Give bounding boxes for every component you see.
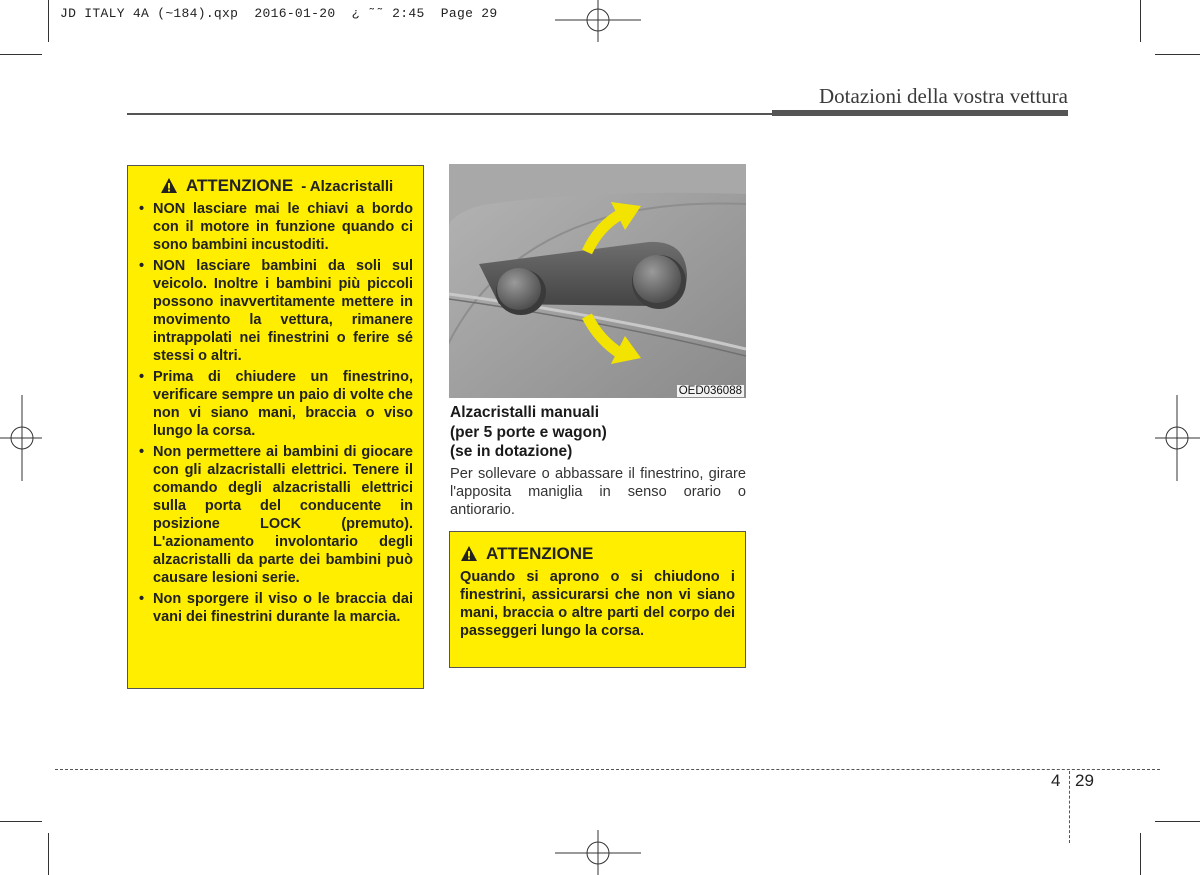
subheading-line: (per 5 porte e wagon) xyxy=(450,423,607,441)
warning-item: • NON lasciare bambini da soli sul veicolo. Inoltre i bambini più piccoli possono inavvertitamente mettere in movimento la vettura, rimanere intrappolati nei finestrini o ferire sé stessi o altri. xyxy=(138,257,413,365)
warning-text: Quando si aprono o si chiudono i finestrini, assicurarsi che non vi siano mani, braccia o altre parti del corpo dei passeggeri lungo la corsa. xyxy=(460,569,735,639)
footer-rule xyxy=(55,769,1160,770)
header-rule xyxy=(127,113,772,115)
footer-divider xyxy=(1069,771,1070,843)
warning-triangle-icon xyxy=(460,545,478,563)
warning-item: • Non permettere ai bambini di giocare con gli alzacristalli elettrici. Tenere il comando degli alzacristalli elettrici sulla porta del conducente in posizione LOCK (premuto). L'azionamento involontario degli alzacristalli da parte dei bambini può causare lesioni serie. xyxy=(138,443,413,587)
page-number: 29 xyxy=(1075,771,1094,790)
print-slug: JD ITALY 4A (~184).qxp 2016-01-20 ¿ ˜˜ 2:45 Page 29 xyxy=(60,6,498,21)
subheading-line: (se in dotazione) xyxy=(450,443,573,460)
warning-list xyxy=(138,200,413,626)
warning-item: • Prima di chiudere un finestrino, verificare sempre un paio di volte che non vi siano mani, braccia o viso lungo la corsa. xyxy=(138,368,413,440)
warning-box-window-lifters xyxy=(127,165,424,689)
warning-title-suffix: - Alzacristalli xyxy=(301,177,394,195)
subheading-line: Alzacristalli manuali xyxy=(450,404,600,421)
warning-item: • Non sporgere il viso o le braccia dai vani dei finestrini durante la marcia. xyxy=(138,590,413,626)
figure-code: OED036088 xyxy=(678,385,742,397)
warning-title: ATTENZIONE xyxy=(185,176,294,195)
warning-heading xyxy=(140,176,413,196)
warning-title: ATTENZIONE xyxy=(486,544,594,563)
warning-item: • NON lasciare mai le chiavi a bordo con il motore in funzione quando ci sono bambini incustoditi. xyxy=(138,200,413,254)
body-paragraph: Per sollevare o abbassare il finestrino, girare l'apposita maniglia in senso orario o antiorario. xyxy=(450,466,746,518)
chapter-number: 4 xyxy=(1051,771,1061,790)
warning-box-caution xyxy=(449,531,746,668)
section-title: Dotazioni della vostra vettura xyxy=(819,84,1068,108)
warning-triangle-icon xyxy=(160,177,178,195)
subheading xyxy=(450,403,750,462)
window-crank-handle-icon xyxy=(449,164,746,398)
header-rule-thick xyxy=(772,110,1068,116)
window-crank-illustration xyxy=(449,164,746,398)
warning-heading xyxy=(460,544,735,564)
